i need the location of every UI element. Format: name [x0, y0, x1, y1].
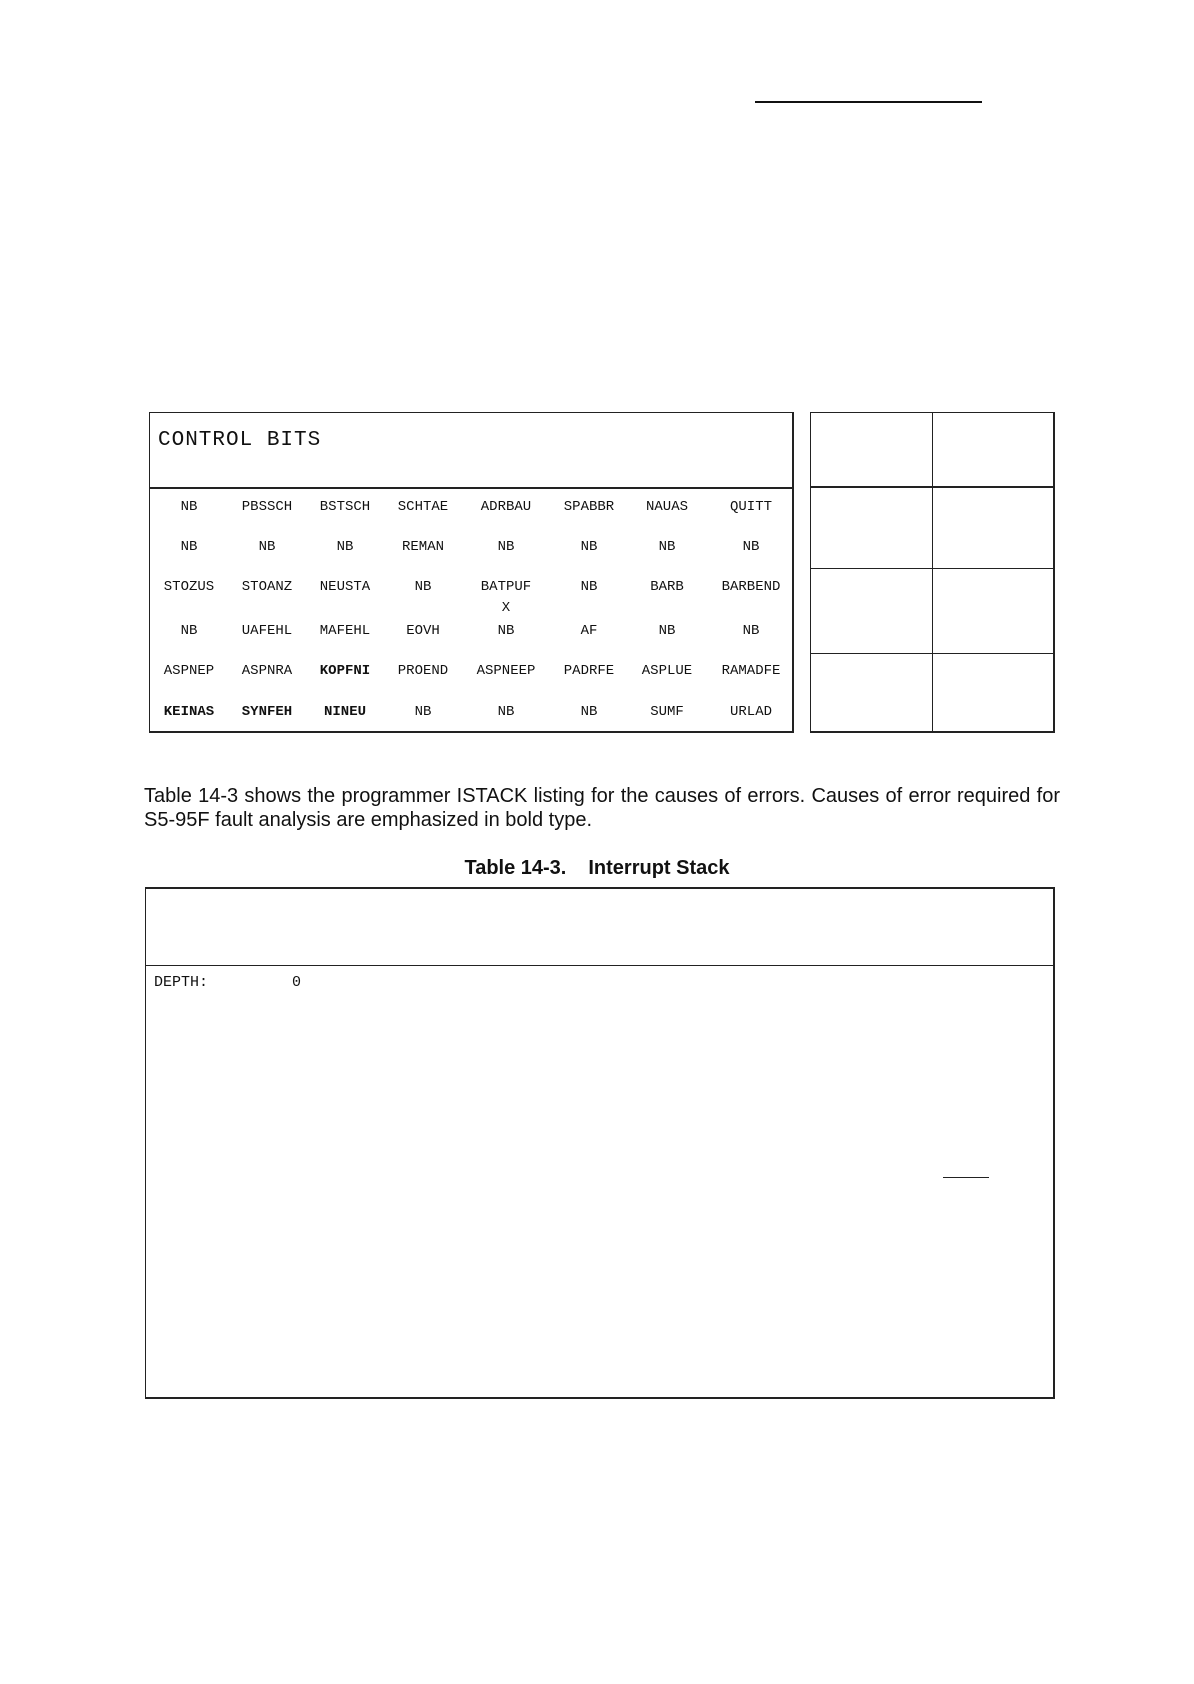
control-bit-cell: NB — [258, 539, 276, 555]
control-bit-cell: REMAN — [401, 539, 444, 555]
control-bits-row — [150, 661, 792, 701]
control-bit-cell: AF — [580, 623, 598, 639]
control-bit-cell: NB — [336, 539, 354, 555]
control-bit-cell: PADRFE — [563, 663, 615, 679]
control-bit-cell: SCHTAE — [397, 499, 449, 515]
control-bit-cell: NB — [497, 539, 515, 555]
control-bit-cell: BATPUF X — [480, 579, 532, 616]
body-paragraph: Table 14-3 shows the programmer ISTACK listing for the causes of errors. Causes of error required for S5-95F fault analysis are emphasized in bold type. — [144, 785, 1060, 831]
control-bit-cell: UAFEHL — [241, 623, 293, 639]
side-table-header-rule — [811, 486, 1053, 488]
table-caption — [0, 857, 1194, 880]
control-bit-cell: STOZUS — [163, 579, 215, 595]
control-bit-cell: NB — [414, 579, 432, 595]
control-bit-cell: ADRBAU — [480, 499, 532, 515]
control-bit-cell: NB — [742, 539, 760, 555]
control-bit-cell: NAUAS — [645, 499, 688, 515]
control-bit-cell: PROEND — [397, 663, 449, 679]
interrupt-stack-rule — [943, 1177, 989, 1178]
control-bit-cell: QUITT — [729, 499, 772, 515]
control-bit-cell: NB — [497, 623, 515, 639]
control-bits-row — [150, 702, 792, 742]
control-bit-cell: STOANZ — [241, 579, 293, 595]
control-bit-cell: NB — [180, 539, 198, 555]
control-bit-cell: RAMADFE — [721, 663, 781, 679]
control-bit-cell: BSTSCH — [319, 499, 371, 515]
control-bit-cell: NB — [658, 539, 676, 555]
header-rule — [755, 101, 982, 103]
control-bit-cell: NB — [580, 539, 598, 555]
depth-label: DEPTH: — [154, 974, 209, 991]
control-bits-side-table — [810, 412, 1055, 733]
control-bit-cell: NEUSTA — [319, 579, 371, 595]
control-bit-cell: ASPNEP — [163, 663, 215, 679]
control-bit-cell: PBSSCH — [241, 499, 293, 515]
control-bits-table — [149, 412, 794, 733]
control-bit-cell: NINEU — [323, 704, 366, 720]
control-bits-row — [150, 537, 792, 577]
control-bit-cell: ASPLUE — [641, 663, 693, 679]
control-bit-cell: NB — [580, 704, 598, 720]
control-bit-cell: NB — [742, 623, 760, 639]
control-bit-cell: EOVH — [406, 623, 440, 639]
control-bits-row — [150, 497, 792, 537]
control-bit-cell: SPABBR — [563, 499, 615, 515]
control-bit-cell: MAFEHL — [319, 623, 371, 639]
control-bit-cell: NB — [414, 704, 432, 720]
control-bit-cell: NB — [580, 579, 598, 595]
control-bit-cell: BARB — [650, 579, 684, 595]
side-table-row-rule — [811, 568, 1053, 569]
control-bits-row — [150, 621, 792, 661]
table-number: Table 14-3. — [464, 857, 567, 879]
control-bits-grid — [150, 488, 792, 731]
control-bit-cell: SYNFEH — [241, 704, 293, 720]
control-bit-cell: BARBEND — [721, 579, 781, 595]
control-bits-title: CONTROL BITS — [158, 429, 322, 452]
control-bits-header — [150, 413, 792, 489]
control-bit-cell: KEINAS — [163, 704, 215, 720]
control-bit-cell: URLAD — [729, 704, 772, 720]
side-table-divider — [932, 413, 933, 731]
side-table-row-rule — [811, 653, 1053, 654]
interrupt-stack-table — [145, 887, 1055, 1399]
control-bit-cell: NB — [180, 499, 198, 515]
depth-value: 0 — [292, 974, 302, 991]
control-bit-cell: ASPNEEP — [476, 663, 536, 679]
control-bits-row — [150, 577, 792, 617]
interrupt-stack-header — [146, 889, 1053, 966]
control-bit-cell: NB — [180, 623, 198, 639]
table-title: Interrupt Stack — [588, 857, 730, 879]
control-bit-cell: NB — [658, 623, 676, 639]
control-bit-cell: ASPNRA — [241, 663, 293, 679]
control-bit-cell: KOPFNI — [319, 663, 371, 679]
control-bit-cell: SUMF — [650, 704, 684, 720]
control-bit-cell: NB — [497, 704, 515, 720]
